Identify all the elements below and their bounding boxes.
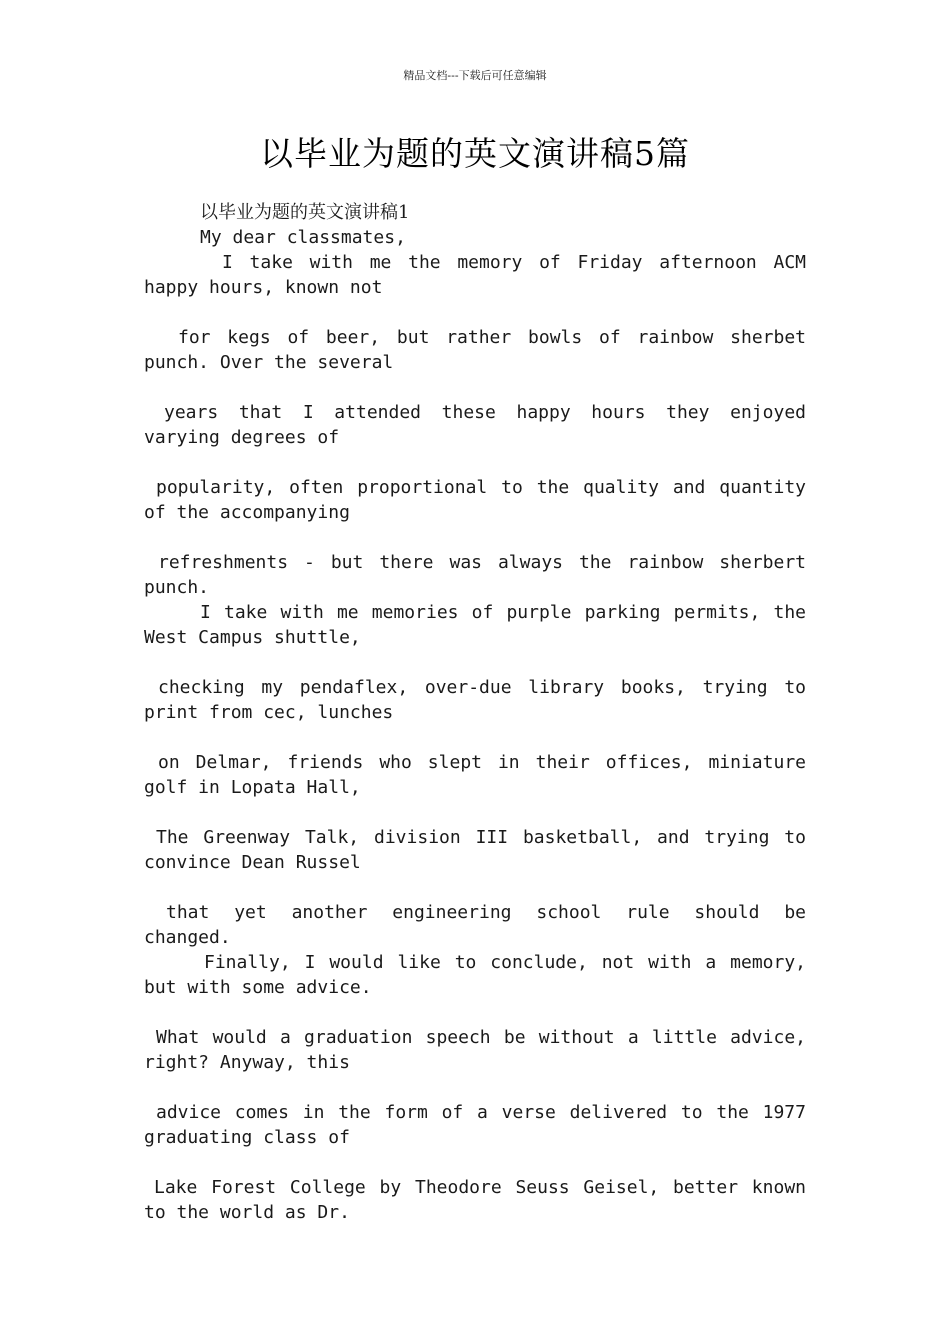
document-title: 以毕业为题的英文演讲稿5篇 [260, 134, 690, 173]
paragraph-line: advice comes in the form of a verse delivered to the 1977 [156, 1102, 806, 1123]
paragraph-line: checking my pendaflex, over-due library books, trying to [158, 677, 806, 698]
paragraph-line: Finally, I would like to conclude, not with a memory, [204, 952, 806, 973]
paragraph-line: I take with me memories of purple parking permits, the [200, 602, 806, 623]
paragraph-line: West Campus shuttle, [144, 627, 361, 648]
page-header: 精品文档---下载后可任意编辑 [403, 69, 547, 82]
paragraph-line: years that I attended these happy hours they enjoyed [164, 402, 806, 423]
paragraph-line: punch. Over the several [144, 352, 394, 373]
paragraph-line: on Delmar, friends who slept in their offices, miniature [158, 752, 806, 773]
paragraph-line: My dear classmates, [200, 227, 406, 248]
line-gap [144, 1000, 806, 1025]
line-gap [144, 375, 806, 400]
document-body [144, 200, 806, 1225]
line-gap [144, 875, 806, 900]
paragraph-line: Lake Forest College by Theodore Seuss Geisel, better known [154, 1177, 806, 1198]
line-gap [144, 1150, 806, 1175]
line-gap [144, 725, 806, 750]
paragraph-line: The Greenway Talk, division III basketball, and trying to [156, 827, 806, 848]
paragraph-line: punch. [144, 577, 210, 598]
line-gap [144, 450, 806, 475]
line-gap [144, 650, 806, 675]
paragraph-line: varying degrees of [144, 427, 340, 448]
paragraph-line: to the world as Dr. [144, 1202, 350, 1223]
line-gap [144, 300, 806, 325]
section-heading: 以毕业为题的英文演讲稿1 [200, 202, 410, 223]
line-gap [144, 525, 806, 550]
paragraph-line: refreshments - but there was always the rainbow sherbert [158, 552, 806, 573]
line-gap [144, 1075, 806, 1100]
paragraph-line: I take with me the memory of Friday afternoon ACM [222, 252, 806, 273]
paragraph-line: of the accompanying [144, 502, 350, 523]
paragraph-line: for kegs of beer, but rather bowls of rainbow sherbet [178, 327, 806, 348]
paragraph-line: that yet another engineering school rule should be [166, 902, 806, 923]
paragraph-line: changed. [144, 927, 231, 948]
paragraph-line: print from cec, lunches [144, 702, 394, 723]
paragraph-line: What would a graduation speech be without a little advice, [156, 1027, 806, 1048]
paragraph-line: golf in Lopata Hall, [144, 777, 361, 798]
line-gap [144, 800, 806, 825]
paragraph-line: right? Anyway, this [144, 1052, 350, 1073]
paragraph-line: convince Dean Russel [144, 852, 361, 873]
paragraph-line: popularity, often proportional to the quality and quantity [156, 477, 806, 498]
paragraph-line: graduating class of [144, 1127, 350, 1148]
paragraph-line: happy hours, known not [144, 277, 383, 298]
paragraph-line: but with some advice. [144, 977, 372, 998]
